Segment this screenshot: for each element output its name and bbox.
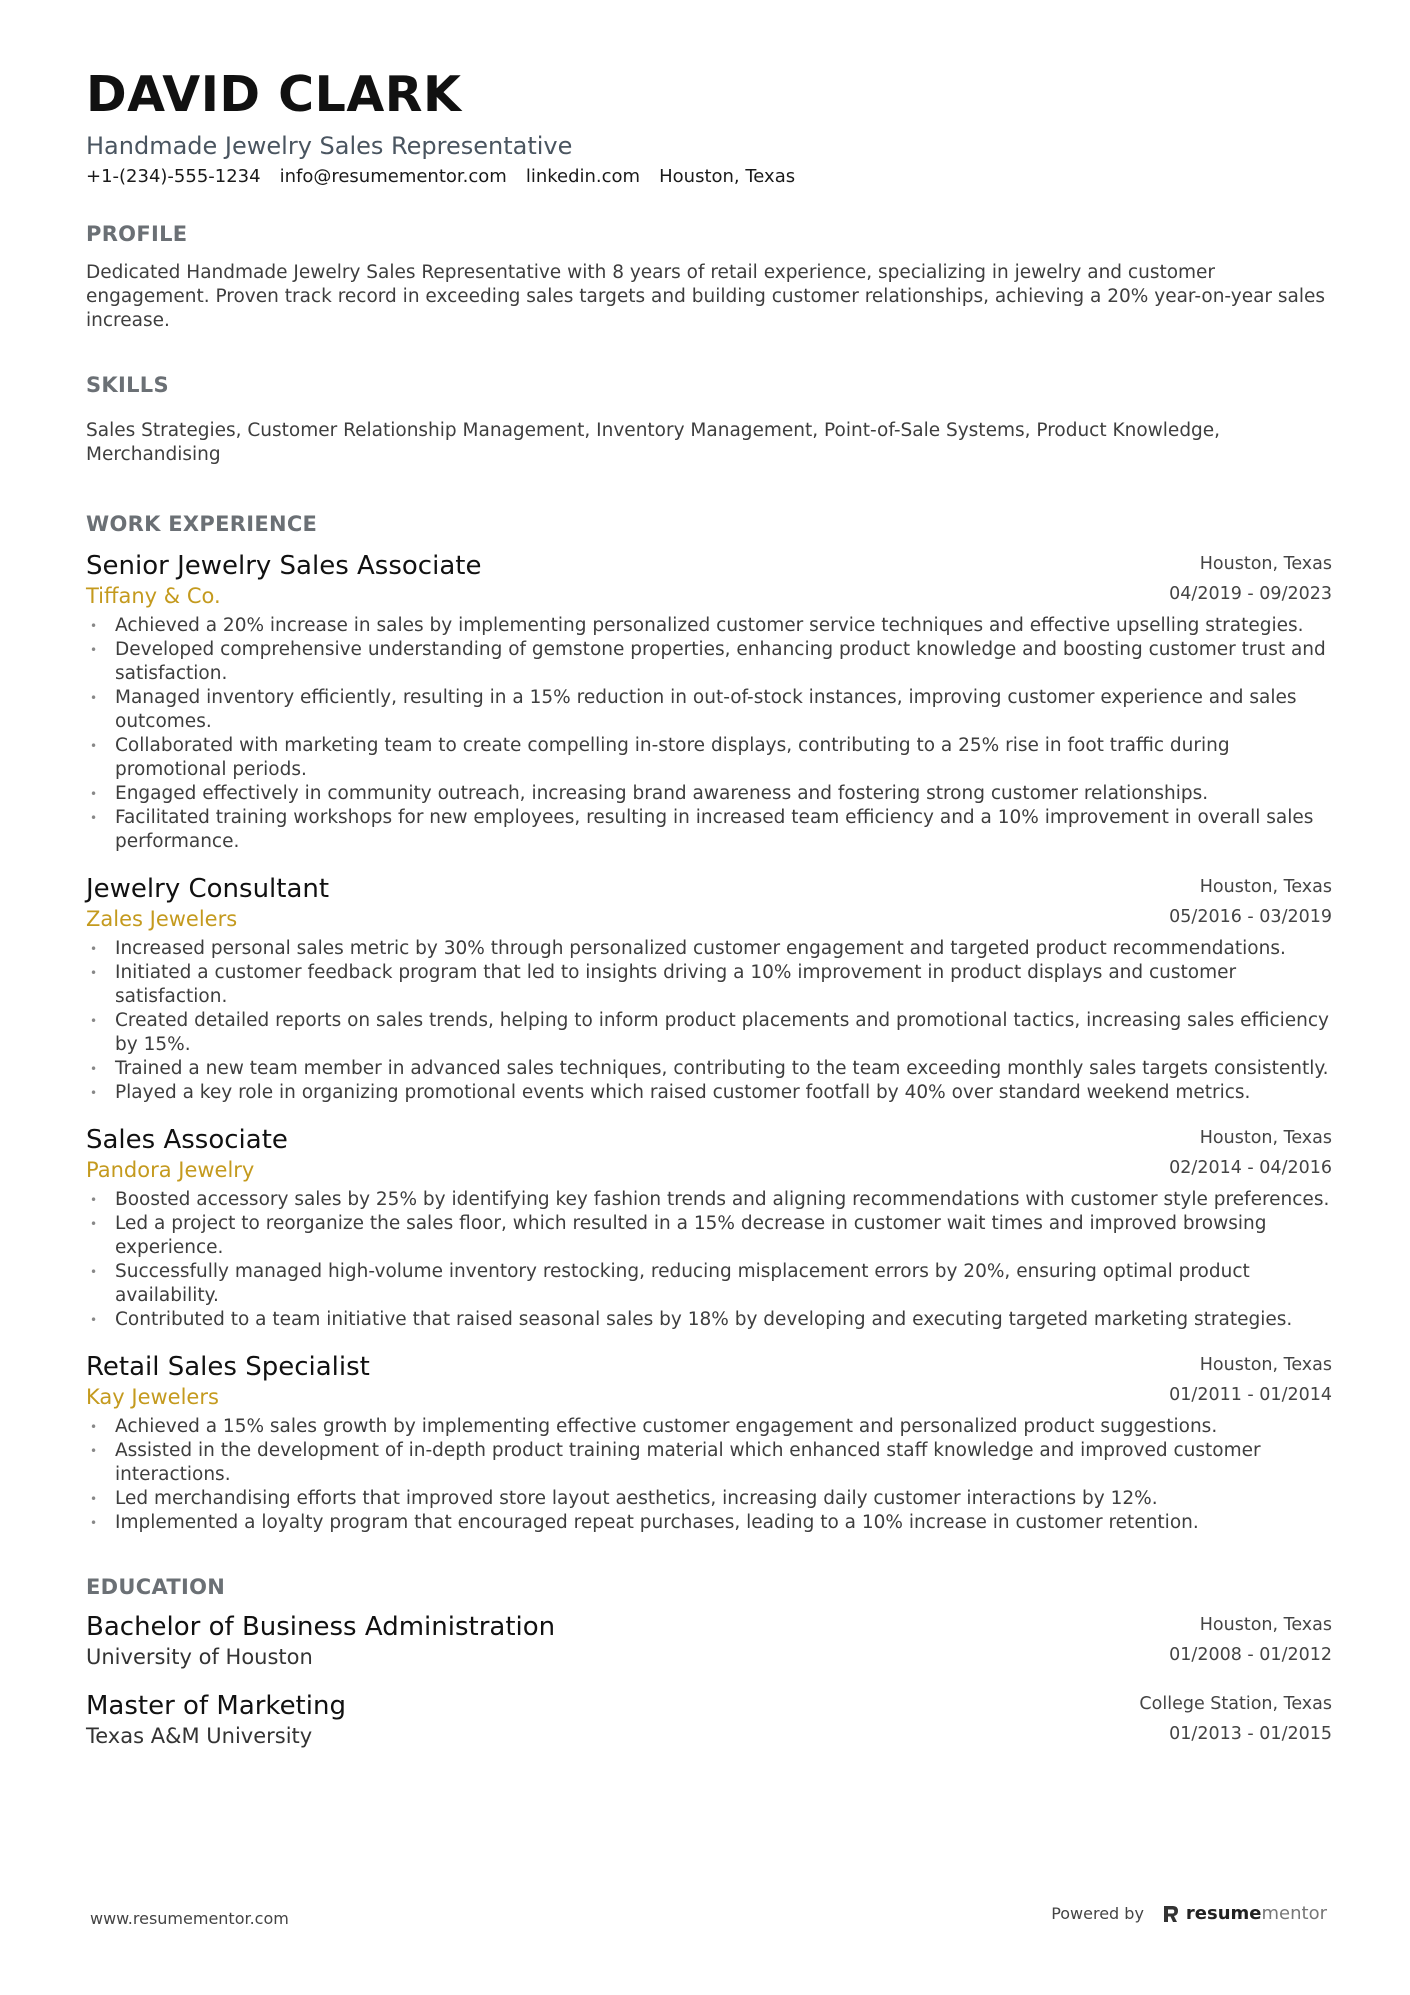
- candidate-title: Handmade Jewelry Sales Representative: [86, 132, 573, 160]
- education-dates: 01/2013 - 01/2015: [1169, 1724, 1332, 1744]
- bullet-item: • Increased personal sales metric by 30% through personalized customer engagement and targeted product recommendations.: [86, 937, 1332, 961]
- candidate-name: DAVID CLARK: [86, 66, 462, 123]
- education-school: Texas A&M University: [86, 1724, 313, 1748]
- job-dates: 04/2019 - 09/2023: [1169, 584, 1332, 604]
- bullet-item: • Managed inventory efficiently, resulting in a 15% reduction in out-of-stock instances, improving customer experience and sales outcomes.: [86, 686, 1332, 734]
- bullet-item: • Engaged effectively in community outreach, increasing brand awareness and fostering strong customer relationships.: [86, 782, 1332, 806]
- job-title: Retail Sales Specialist: [86, 1352, 370, 1382]
- job-location: Houston, Texas: [1199, 1128, 1332, 1148]
- contact-email[interactable]: info@resumementor.com: [279, 166, 507, 187]
- job-company: Tiffany & Co.: [86, 584, 221, 608]
- bullet-item: • Assisted in the development of in-depth product training material which enhanced staff knowledge and improved customer interactions.: [86, 1439, 1332, 1487]
- job-company: Kay Jewelers: [86, 1385, 219, 1409]
- powered-by-label: Powered by: [1051, 1904, 1144, 1923]
- job-location: Houston, Texas: [1199, 877, 1332, 897]
- education-degree: Bachelor of Business Administration: [86, 1612, 556, 1642]
- contact-line: [86, 166, 795, 187]
- brand-name-bold: resume: [1185, 1903, 1262, 1924]
- job-bullets: [86, 1415, 1332, 1535]
- bullet-item: • Collaborated with marketing team to create compelling in-store displays, contributing to a 25% rise in foot traffic during promotional periods.: [86, 734, 1332, 782]
- bullet-item: • Played a key role in organizing promotional events which raised customer footfall by 40% over standard weekend metrics.: [86, 1081, 1332, 1105]
- education-heading: EDUCATION: [86, 1575, 226, 1599]
- bullet-item: • Facilitated training workshops for new employees, resulting in increased team efficiency and a 10% improvement in overall sales performance.: [86, 806, 1332, 854]
- education-location: Houston, Texas: [1199, 1615, 1332, 1635]
- bullet-item: • Led a project to reorganize the sales floor, which resulted in a 15% decrease in customer wait times and improved browsing experience.: [86, 1212, 1332, 1260]
- skills-heading: SKILLS: [86, 373, 169, 397]
- education-dates: 01/2008 - 01/2012: [1169, 1645, 1332, 1665]
- contact-phone: +1-(234)-555-1234: [86, 166, 261, 187]
- bullet-item: • Successfully managed high-volume inventory restocking, reducing misplacement errors by 20%, ensuring optimal product availability.: [86, 1260, 1332, 1308]
- job-bullets: [86, 1188, 1332, 1332]
- job-title: Senior Jewelry Sales Associate: [86, 551, 482, 581]
- job-location: Houston, Texas: [1199, 1355, 1332, 1375]
- education-degree: Master of Marketing: [86, 1691, 346, 1721]
- job-dates: 05/2016 - 03/2019: [1169, 907, 1332, 927]
- contact-linkedin[interactable]: linkedin.com: [525, 166, 641, 187]
- brand-name-light: mentor: [1261, 1903, 1327, 1924]
- job-title: Jewelry Consultant: [86, 874, 330, 904]
- job-dates: 01/2011 - 01/2014: [1169, 1385, 1332, 1405]
- resumementor-logo-icon: [1162, 1904, 1180, 1924]
- bullet-item: • Achieved a 20% increase in sales by implementing personalized customer service techniques and effective upselling strategies.: [86, 614, 1332, 638]
- brand-name: [1186, 1903, 1327, 1924]
- job-bullets: [86, 614, 1332, 854]
- bullet-item: • Achieved a 15% sales growth by implementing effective customer engagement and personalized product suggestions.: [86, 1415, 1332, 1439]
- job-company: Zales Jewelers: [86, 907, 238, 931]
- bullet-item: • Initiated a customer feedback program that led to insights driving a 10% improvement in product displays and customer satisfaction.: [86, 961, 1332, 1009]
- bullet-item: • Developed comprehensive understanding of gemstone properties, enhancing product knowledge and boosting customer trust and satisfaction.: [86, 638, 1332, 686]
- job-title: Sales Associate: [86, 1125, 288, 1155]
- job-dates: 02/2014 - 04/2016: [1169, 1158, 1332, 1178]
- brand-logo[interactable]: [1162, 1903, 1327, 1924]
- profile-heading: PROFILE: [86, 222, 188, 246]
- job-company: Pandora Jewelry: [86, 1158, 255, 1182]
- job-location: Houston, Texas: [1199, 554, 1332, 574]
- experience-heading: WORK EXPERIENCE: [86, 512, 318, 536]
- bullet-item: • Contributed to a team initiative that raised seasonal sales by 18% by developing and executing targeted marketing strategies.: [86, 1308, 1332, 1332]
- bullet-item: • Created detailed reports on sales trends, helping to inform product placements and promotional tactics, increasing sales efficiency by 15%.: [86, 1009, 1332, 1057]
- footer-branding: [1051, 1903, 1327, 1924]
- profile-text: Dedicated Handmade Jewelry Sales Representative with 8 years of retail experience, specializing in jewelry and customer engagement. Proven track record in exceeding sales targets and building customer relationships, achieving a 20% year-on-year sales increase.: [86, 262, 1326, 331]
- bullet-item: • Boosted accessory sales by 25% by identifying key fashion trends and aligning recommendations with customer style preferences.: [86, 1188, 1332, 1212]
- contact-location: Houston, Texas: [659, 166, 796, 187]
- bullet-item: • Led merchandising efforts that improved store layout aesthetics, increasing daily customer interactions by 12%.: [86, 1487, 1332, 1511]
- education-location: College Station, Texas: [1139, 1694, 1332, 1714]
- skills-text: Sales Strategies, Customer Relationship Management, Inventory Management, Point-of-Sale Systems, Product Knowledge, Merchandising: [86, 420, 1221, 465]
- bullet-item: • Implemented a loyalty program that encouraged repeat purchases, leading to a 10% increase in customer retention.: [86, 1511, 1332, 1535]
- bullet-item: • Trained a new team member in advanced sales techniques, contributing to the team exceeding monthly sales targets consistently.: [86, 1057, 1332, 1081]
- education-school: University of Houston: [86, 1645, 313, 1669]
- footer-website[interactable]: www.resumementor.com: [90, 1909, 289, 1928]
- job-bullets: [86, 937, 1332, 1105]
